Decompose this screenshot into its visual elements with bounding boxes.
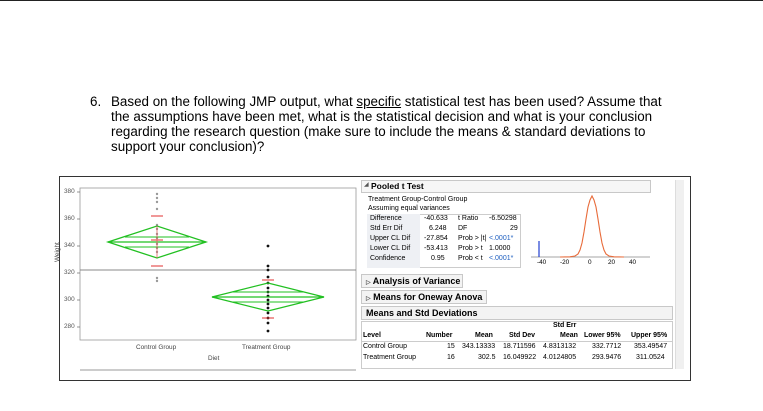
- col-header-number: Number: [426, 332, 453, 339]
- means-std-deviations-label: Means and Std Deviations: [366, 308, 478, 318]
- pooled-line1: Treatment Group-Control Group: [368, 196, 468, 203]
- dist-tick: 20: [608, 259, 616, 266]
- pooled-row-label: Confidence: [370, 255, 406, 262]
- y-tick-340: 340: [64, 242, 75, 249]
- pooled-row-stat-label: Prob > t: [458, 245, 483, 252]
- col-header-std-dev: Std Dev: [509, 332, 536, 339]
- means-oneway-anova-label: Means for Oneway Anova: [373, 292, 483, 302]
- analysis-of-variance-header[interactable]: [361, 274, 463, 288]
- x-axis-label: Diet: [208, 355, 220, 362]
- dist-tick: 40: [629, 259, 637, 266]
- question-text-start: Based on the following JMP output, what: [111, 94, 357, 109]
- dist-tick: 0: [588, 259, 592, 266]
- question-text-end: statistical test has been used? Assume that the assumptions have been met, what is the statistical decision and what is your conclusion regarding the research question (make sure to include the means & standard deviations to support your conclusion)?: [111, 94, 662, 154]
- col-header-mean: Mean: [475, 332, 493, 339]
- pooled-row-stat-label: Prob > |t|: [458, 235, 487, 242]
- disclosure-triangle-icon[interactable]: ◢: [364, 182, 369, 188]
- y-tick-300: 300: [64, 296, 75, 303]
- col-header-level: Level: [363, 332, 381, 339]
- question-underlined-word: specific: [356, 94, 402, 109]
- table-cell: 4.0124805: [543, 354, 577, 361]
- table-cell: 15: [447, 343, 455, 350]
- pooled-row-stat-value: <.0001*: [489, 255, 514, 262]
- pooled-row-stat-value: 29: [510, 225, 518, 232]
- table-cell: 18.711596: [503, 343, 536, 350]
- x-category-treatment: Treatment Group: [242, 344, 291, 351]
- expand-triangle-icon[interactable]: ▷: [366, 296, 371, 302]
- question-number: 6.: [90, 94, 102, 109]
- table-cell: 302.5: [478, 354, 496, 361]
- table-cell: 332.7712: [592, 343, 622, 350]
- pooled-row-value: 6.248: [429, 225, 447, 232]
- pooled-row-label: Difference: [370, 215, 402, 222]
- table-cell: 16: [447, 354, 455, 361]
- table-cell: Treatment Group: [363, 354, 417, 361]
- pooled-t-test-title: Pooled t Test: [371, 181, 424, 191]
- pooled-row-value: -53.413: [424, 245, 448, 252]
- col-header-std-err-mean: Mean: [560, 332, 578, 339]
- pooled-row-stat-label: t Ratio: [458, 215, 479, 222]
- y-tick-320: 320: [64, 269, 75, 276]
- table-cell: 311.0524: [636, 354, 665, 361]
- dist-tick: -40: [537, 259, 547, 266]
- y-tick-380: 380: [64, 188, 75, 195]
- pooled-row-value: 0.95: [431, 255, 445, 262]
- pooled-row-label: Std Err Dif: [370, 225, 403, 232]
- std-err-header-top: Std Err: [553, 322, 577, 329]
- table-cell: Control Group: [363, 343, 407, 350]
- pooled-row-label: Lower CL Dif: [370, 245, 411, 252]
- vertical-scrollbar[interactable]: [675, 180, 684, 369]
- table-header-divider: [361, 341, 673, 342]
- pooled-line2: Assuming equal variances: [368, 205, 450, 212]
- pooled-row-stat-value: -6.50298: [489, 215, 517, 222]
- x-category-control: Control Group: [136, 344, 177, 351]
- pooled-row-stat-label: DF: [458, 225, 468, 232]
- analysis-of-variance-label: Analysis of Variance: [372, 276, 461, 286]
- table-cell: 16.049922: [503, 354, 537, 361]
- y-tick-280: 280: [64, 323, 75, 330]
- table-cell: 293.9476: [592, 354, 622, 361]
- y-tick-360: 360: [64, 215, 75, 222]
- means-oneway-anova-header[interactable]: [361, 290, 487, 304]
- pooled-row-stat-label: Prob < t: [458, 255, 483, 262]
- table-cell: 343.13333: [462, 343, 496, 350]
- top-border-line: [0, 0, 763, 1]
- question-text: [111, 94, 671, 154]
- col-header-upper-95: Upper 95%: [631, 332, 668, 339]
- col-header-lower-95: Lower 95%: [584, 332, 621, 339]
- pooled-row-value: -27.854: [424, 235, 448, 242]
- dist-tick: -20: [560, 259, 570, 266]
- pooled-row-label: Upper CL Dif: [370, 235, 411, 242]
- table-cell: 4.8313132: [543, 343, 577, 350]
- expand-triangle-icon[interactable]: ▷: [366, 280, 371, 286]
- means-std-deviations-header[interactable]: [361, 306, 673, 320]
- pooled-row-value: -40.633: [424, 215, 448, 222]
- table-cell: 353.49547: [634, 343, 668, 350]
- pooled-row-stat-value: 1.0000: [489, 245, 511, 252]
- pooled-row-stat-value: <.0001*: [489, 235, 514, 242]
- y-axis-label: Weight: [54, 242, 61, 262]
